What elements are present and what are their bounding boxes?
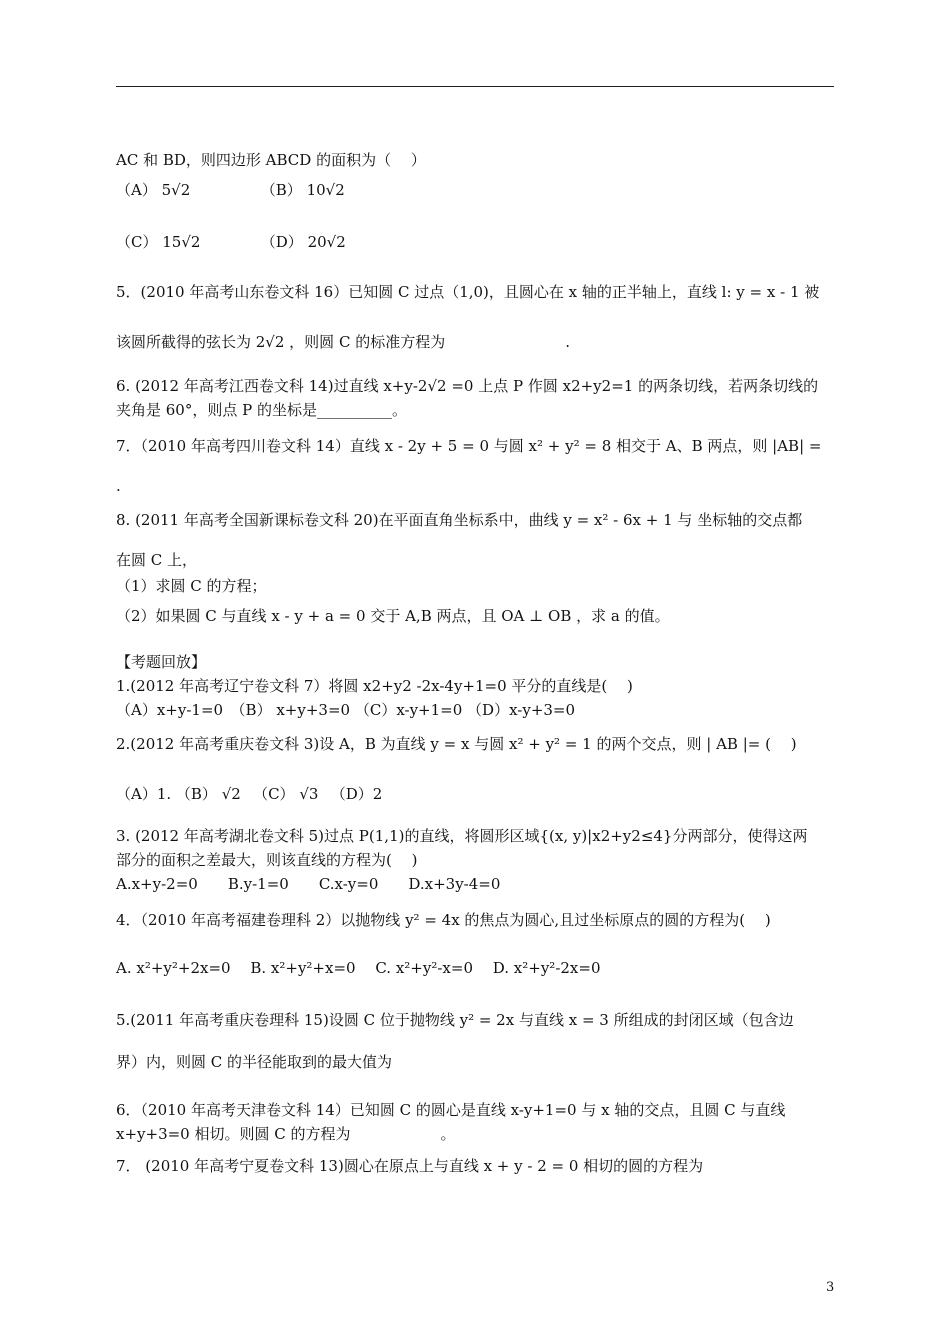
choice-a: （A） 5√2: [116, 181, 191, 199]
text-line: （A）1. （B） √2 （C） √3 （D）2: [116, 785, 383, 803]
text-line: 5．(2010 年高考山东卷文科 16）已知圆 C 过点（1,0)，且圆心在 x 轴的正半轴上，直线 l: y = x - 1 被: [116, 283, 820, 301]
text-line: 夹角是 60°，则点 P 的坐标是__________。: [116, 401, 407, 419]
text-line: [116, 180, 345, 200]
text-line: [116, 232, 346, 252]
text-line: 6. (2012 年高考江西卷文科 14)过直线 x+y-2√2 =0 上点 P 作圆 x2+y2=1 的两条切线，若两条切线的: [116, 377, 819, 395]
text-line: 7． (2010 年高考宁夏卷文科 13)圆心在原点上与直线 x + y - 2 = 0 相切的圆的方程为: [116, 1157, 704, 1175]
text-line: 界）内，则圆 C 的半径能取到的最大值为: [116, 1053, 393, 1071]
text-line: 1.(2012 年高考辽宁卷文科 7）将圆 x2+y2 -2x-4y+1=0 平分的直线是( ): [116, 677, 633, 695]
section-heading: 【考题回放】: [116, 653, 207, 671]
text-line: A.x+y-2=0 B.y-1=0 C.x-y=0 D.x+3y-4=0: [116, 875, 501, 893]
text-line: AC 和 BD，则四边形 ABCD 的面积为（ ）: [116, 151, 426, 169]
text-line: （1）求圆 C 的方程；: [116, 577, 267, 595]
text-line: 8. (2011 年高考全国新课标卷文科 20)在平面直角坐标系中，曲线 y = x² - 6x + 1 与 坐标轴的交点都: [116, 511, 803, 529]
text-line: 5.(2011 年高考重庆卷理科 15)设圆 C 位于抛物线 y² = 2x 与直线 x = 3 所组成的封闭区域（包含边: [116, 1011, 794, 1029]
choice-d: （D） 20√2: [260, 233, 346, 251]
text-line: x+y+3=0 相切。则圆 C 的方程为 。: [116, 1125, 456, 1143]
text-line: 7．（2010 年高考四川卷文科 14）直线 x - 2y + 5 = 0 与圆 x² + y² = 8 相交于 A、B 两点，则 |AB| =: [116, 437, 822, 455]
text-line: （A）x+y-1=0 （B） x+y+3=0 （C）x-y+1=0 （D）x-y+3=0: [116, 701, 576, 719]
text-line: 3. (2012 年高考湖北卷文科 5)过点 P(1,1)的直线，将圆形区域{(x, y)|x2+y2≤4}分两部分，使得这两: [116, 827, 808, 845]
text-line: .: [116, 477, 121, 495]
header-rule: [116, 86, 834, 87]
text-line: 该圆所截得的弦长为 2√2 ，则圆 C 的标准方程为 .: [116, 333, 570, 351]
text-line: 2.(2012 年高考重庆卷文科 3)设 A，B 为直线 y = x 与圆 x² + y² = 1 的两个交点，则 | AB |= ( ): [116, 735, 797, 753]
text-line: 在圆 C 上，: [116, 551, 198, 569]
choice-b: （B） 10√2: [260, 181, 345, 199]
choice-c: （C） 15√2: [116, 233, 201, 251]
text-line: 6．（2010 年高考天津卷文科 14）已知圆 C 的圆心是直线 x-y+1=0 与 x 轴的交点，且圆 C 与直线: [116, 1101, 786, 1119]
text-line: 部分的面积之差最大，则该直线的方程为( ): [116, 851, 418, 869]
text-line: A. x²+y²+2x=0 B. x²+y²+x=0 C. x²+y²-x=0 D. x²+y²-2x=0: [116, 959, 601, 977]
text-line: （2）如果圆 C 与直线 x - y + a = 0 交于 A,B 两点，且 OA ⊥ OB ，求 a 的值。: [116, 607, 670, 625]
text-line: 4．（2010 年高考福建卷理科 2）以抛物线 y² = 4x 的焦点为圆心,且过坐标原点的圆的方程为( ): [116, 911, 771, 929]
page-number: 3: [826, 1280, 835, 1295]
